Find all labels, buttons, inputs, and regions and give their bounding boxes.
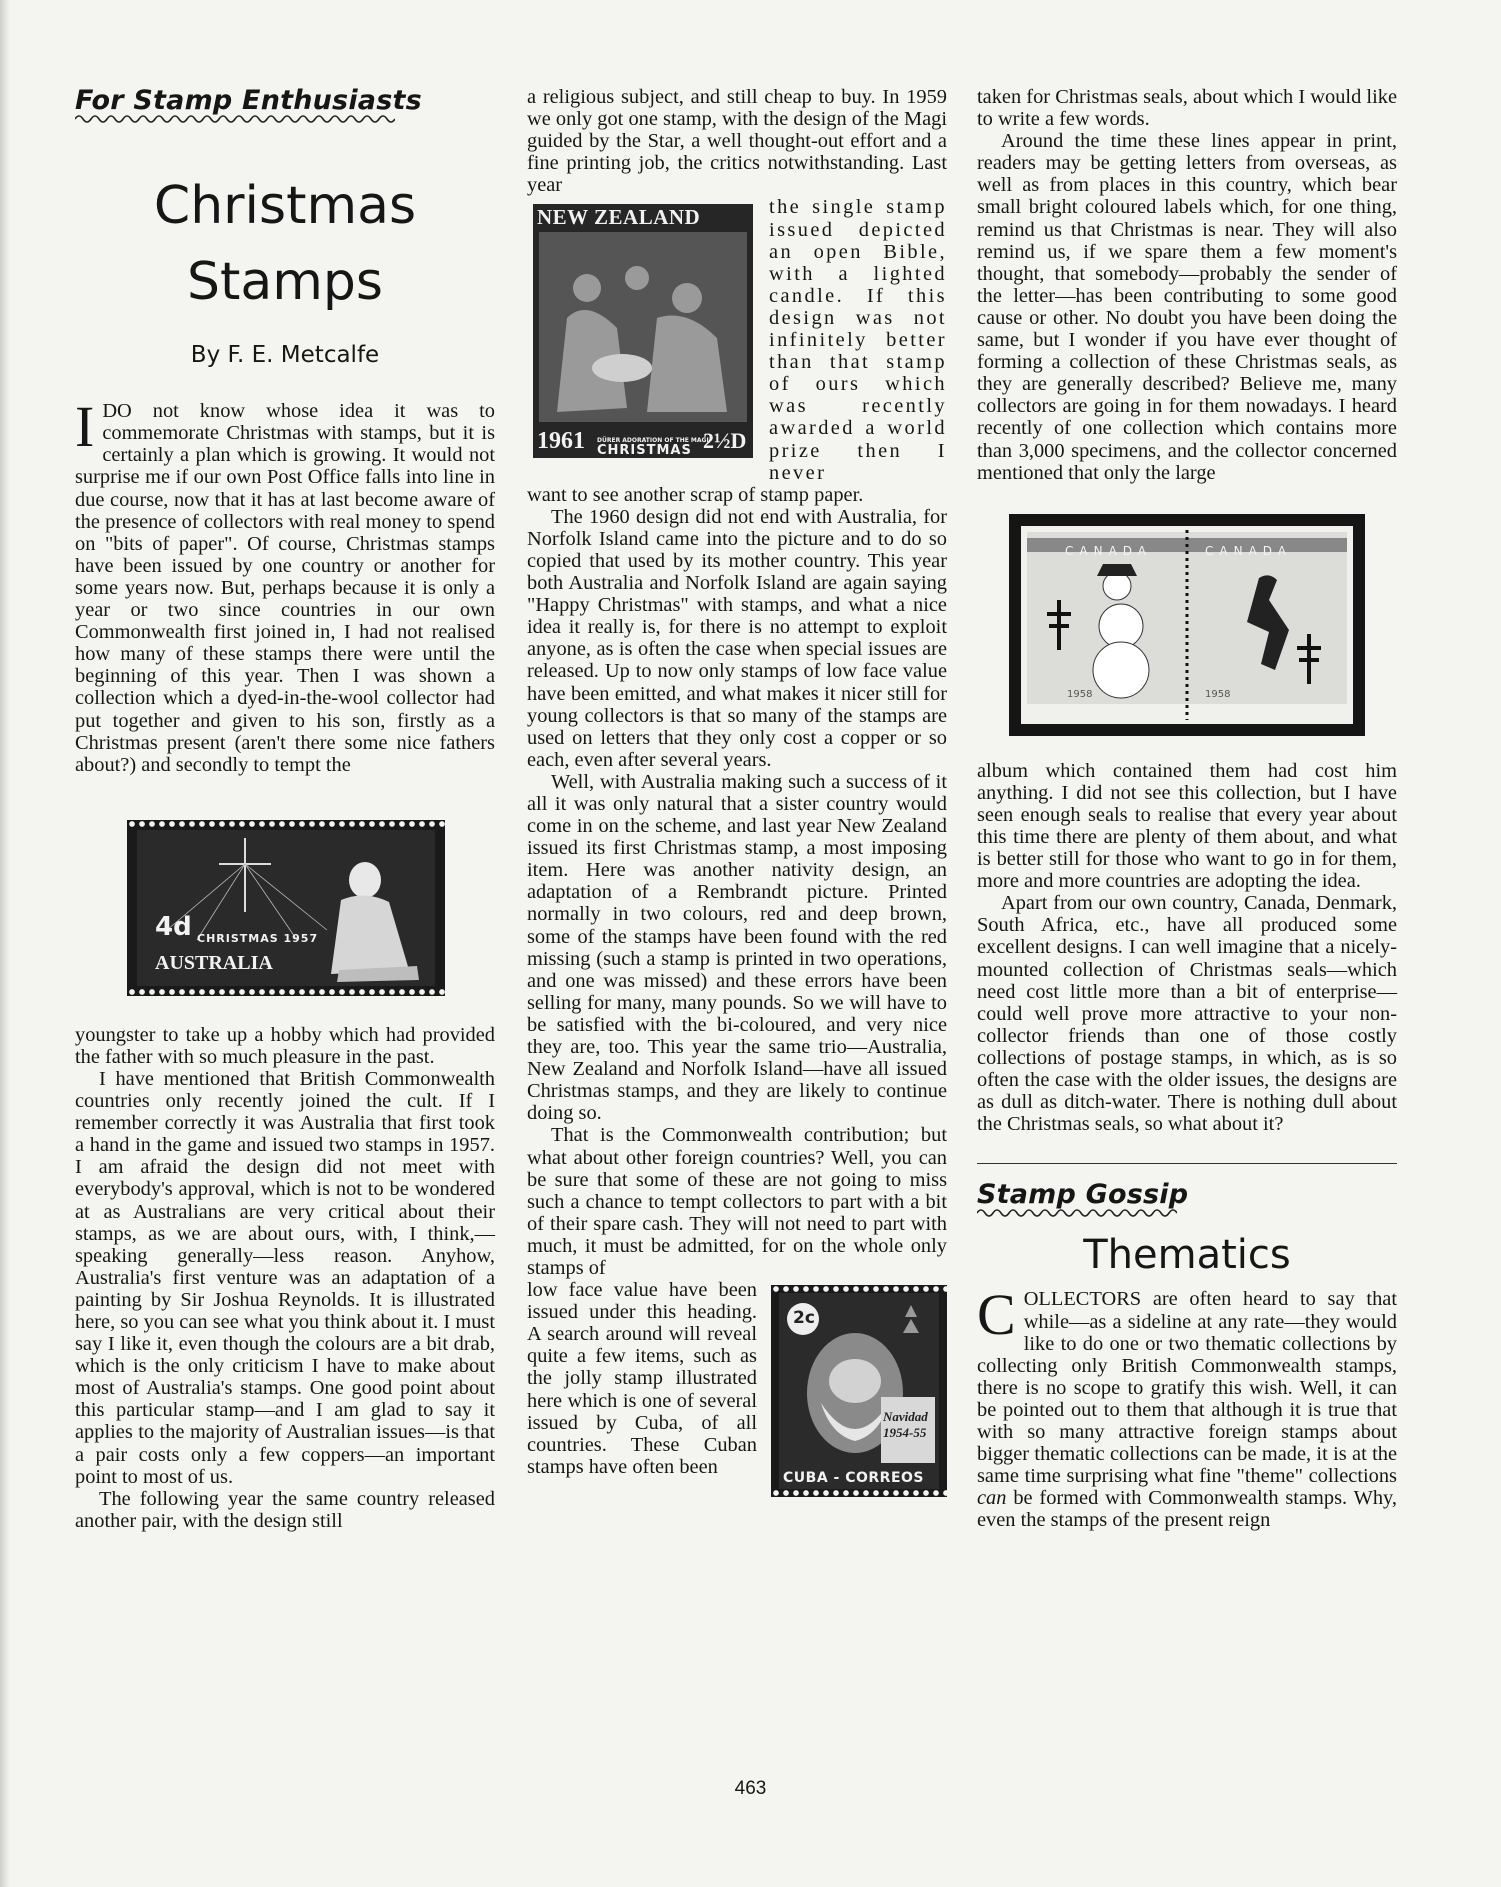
column-3 (977, 86, 1397, 1532)
paragraph: Well, with Australia making such a success of it all it was only natural that a sister country would come in on the scheme, and last year New Zealand issued its first Christmas stamp, a most imposing item. Here was another nativity design, an adaptation of a Rembrandt picture. Printed normally in two colours, red and deep brown, some of the stamps have been found with the red missing (such a stamp is printed in two operations, and one was missed) and these errors have been selling for many, many pounds. So we will have to be satisfied with the bi-coloured, and very nice they are, too. This year the same trio—Australia, New Zealand and Norfolk Island—have all issued Christmas stamps, and they are likely to continue doing so. (527, 770, 947, 1125)
seal-label-right: CANADA (1205, 543, 1293, 558)
stamp-country: NEW ZEALAND (537, 205, 701, 230)
paragraph: Around the time these lines appear in print, readers may be getting letters from overseas, as well as from places in this country, which bear small bright coloured labels which, for one thing, remind us that Christmas is near. They will also remind us, if we spare them a few moment's thought, that somebody—probably the sender of the letter—has been contributing to some good cause or other. No doubt you have been doing the same, but I wonder if you have ever thought of forming a collection of these Christmas seals, as they are generally described? Believe me, many collectors are going in for them nowadays. I heard recently of one collection which contains more than 3,000 specimens, and the collector concerned mentioned that only the large (977, 130, 1397, 484)
paragraph: low face value have been issued under this heading. A search around will reveal quite a few items, such as the jolly stamp illustrated here which is one of several issued by Cuba, of all countries. These Cuban stamps have often been (527, 1279, 757, 1478)
new-zealand-stamp-art (527, 198, 759, 466)
seal-year-left: 1958 (1067, 688, 1093, 700)
stamp-script: Navidad 1954-55 (883, 1409, 928, 1441)
paragraph: The following year the same country released another pair, with the design still (75, 1487, 495, 1532)
stamp-country: CUBA - CORREOS (783, 1470, 924, 1487)
column-2 (527, 86, 947, 1503)
drop-cap: I (75, 394, 95, 460)
stamp-value: 4d (155, 911, 192, 942)
paragraph: album which contained them had cost him anything. I did not see this collection, but I have seen enough seals to realise that every year about this time there are plenty of them about, and what is better still for those who want to go in for them, more and more countries are adopting the idea. (977, 759, 1397, 893)
australia-stamp-image (127, 820, 445, 996)
article-title (75, 168, 495, 320)
paragraph (977, 1282, 1397, 1532)
stamp-caption: CHRISTMAS 1957 (197, 931, 319, 945)
paragraph: the single stamp issued depicted an open Bible, with a lighted candle. If this design was not infinitely better than that stamp of ours which was recently awarded a world prize then I never (769, 196, 947, 484)
byline: By F. E. Metcalfe (190, 342, 380, 369)
paragraph-text: OLLECTORS are often heard to say that while—as a sideline at any rate—they would like to do one or two thematic collections by collecting only British Commonwealth stamps, there is no scope to gratify this wish. Well, it can be pointed out to them that although it is true that with so many attractive foreign stamps about bigger thematic collections can be made, it is at the same time surprising what fine "theme" collections (977, 1288, 1397, 1488)
title-line-1: Christmas (153, 176, 417, 237)
paragraph: want to see another scrap of stamp paper. (527, 483, 864, 506)
section-label: For Stamp Enthusiasts (75, 85, 422, 116)
title-line-2: Stamps (186, 252, 383, 313)
stamp-value: 2½D (703, 428, 747, 454)
seal-label-left: CANADA (1065, 543, 1153, 558)
stamp-value: 2c (793, 1308, 815, 1329)
paragraph-text: be formed with Commonwealth stamps. Why, even the stamps of the present reign (977, 1487, 1397, 1532)
paragraph-text: DO not know whose idea it was to commemorate Christmas with stamps, but it is certainly a plan which is growing. It would not surprise me if our own Post Office falls into line in due course, now that it has at last become aware of the presence of collectors with real money to spend on "bits of paper". Of course, Christmas stamps have been issued by one country or another for some years now. But, perhaps because it is only a year or two since countries in our own Commonwealth first joined in, I had not realised how many of these stamps there were until the beginning of this year. Then I was shown a collection which a dyed-in-the-wool collector had put together and given to his son, firstly as a Christmas present (aren't there some nice fathers about?) and secondly to tempt the (75, 400, 495, 776)
stamp-caption: CHRISTMAS (597, 443, 692, 459)
seal-year-right: 1958 (1205, 688, 1231, 700)
stamp-year: 1961 (537, 428, 585, 455)
paragraph (75, 394, 495, 776)
column-1 (75, 86, 495, 1532)
paragraph: Apart from our own country, Canada, Denmark, South Africa, etc., have all produced some excellent designs. I can well imagine that a nicely-mounted collection of Christmas seals—which need cost little more than a bit of enterprise—could well prove more attractive to your non-collector friends than one of those costly collections of postage stamps, in which, as is so often the case with the older issues, the designs are as dull as ditch-water. There is nothing dull about the Christmas seals, so what about it? (977, 892, 1397, 1136)
thematics-title: Thematics (1083, 1232, 1291, 1279)
paragraph: I have mentioned that British Commonwealth countries only recently joined the cult. If I remember correctly it was Australia that first took a hand in the game and issued two stamps in 1957. I am afraid the design did not meet with everybody's approval, which is not to be wondered at as Australians are very critical about their stamps, as we are about ours, with, I think,—speaking generally—less reason. Anyhow, Australia's first venture was an adaptation of a painting by Sir Joshua Reynolds. It is illustrated here, so you can see what you think about it. I must say I like it, even though the colours are a bit drab, which is the only criticism I have to make about most of Australia's stamps. One good point about this particular stamp—and I am glad to say it applies to the majority of Australian issues—is that a pair costs only a few coppers—an important point to most of us. (75, 1067, 495, 1488)
page-edge (0, 0, 10, 1887)
stamp-subtitle: DÜRER ADORATION OF THE MAGI (597, 437, 709, 445)
drop-cap: C (977, 1282, 1016, 1348)
paragraph: youngster to take up a hobby which had provided the father with so much pleasure in the past. (75, 1023, 495, 1068)
paragraph: The 1960 design did not end with Australia, for Norfolk Island came into the picture and to do so copied that used by its mother country. This year both Australia and Norfolk Island are again saying "Happy Christmas" with stamps, and what a nice idea it really is, for there is no attempt to exploit anyone, as is often the case when special issues are released. Up to now only stamps of low face value have been emitted, and what makes it nicer still for young collectors is that so many of the stamps are used on letters that they only cost a copper or so each, even after several years. (527, 505, 947, 771)
paragraph: taken for Christmas seals, about which I would like to write a few words. (977, 86, 1397, 131)
new-zealand-stamp-image (527, 198, 759, 466)
canada-seals-image (1009, 514, 1365, 736)
canada-seals-art (1009, 514, 1365, 736)
paragraph: a religious subject, and still cheap to buy. In 1959 we only got one stamp, with the design of the Magi guided by the Star, a well thought-out effort and a fine printing job, the critics notwithstanding. Last year (527, 86, 947, 197)
section-divider (977, 1163, 1397, 1164)
stamp-country: AUSTRALIA (155, 951, 273, 974)
page-number: 463 (734, 1778, 767, 1799)
cuba-stamp-image (771, 1285, 947, 1497)
paragraph: That is the Commonwealth contribution; but what about other foreign countries? Well, you can be sure that some of these are not going to miss such a chance to tempt collectors to part with a bit of their spare cash. They will not need to part with much, it must be admitted, for on the whole only stamps of (527, 1124, 947, 1279)
emphasis: can (977, 1487, 1007, 1510)
section-label-gossip: Stamp Gossip (977, 1179, 1189, 1211)
